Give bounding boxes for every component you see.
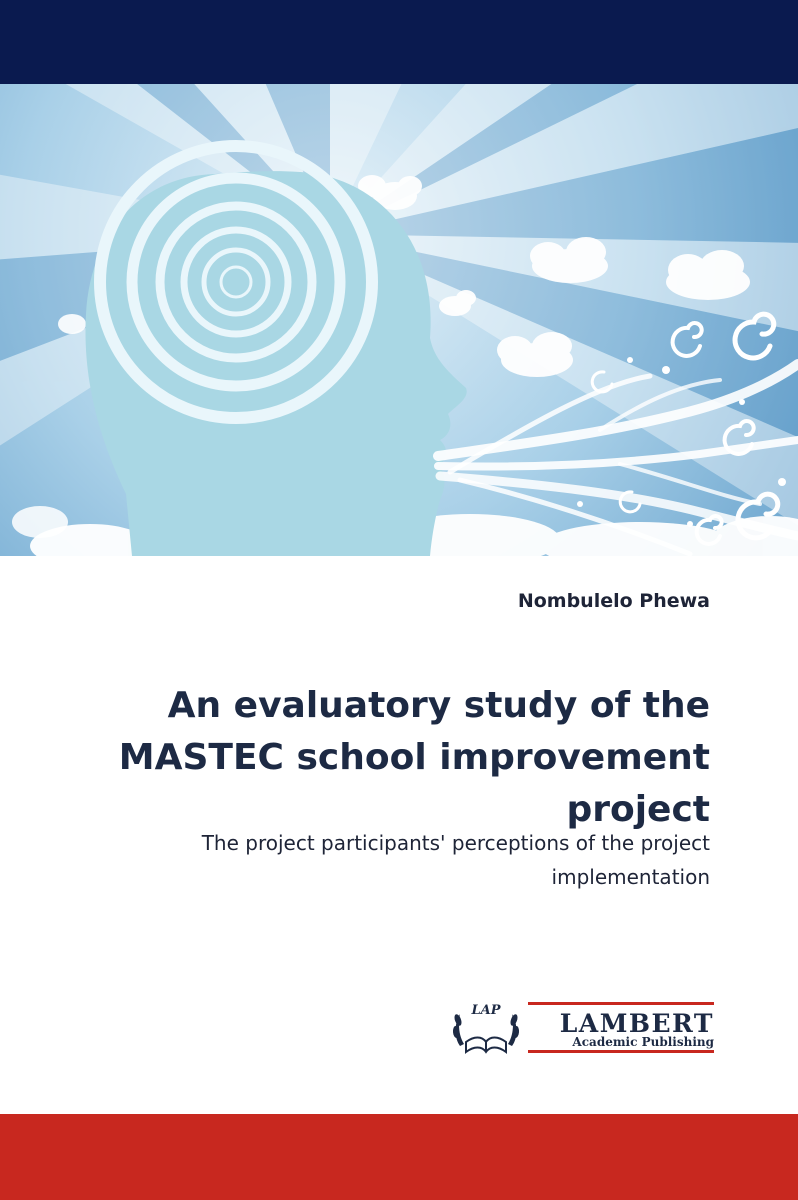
book-title: An evaluatory study of the MASTEC school improvement project [118,685,710,830]
top-color-band [0,0,798,84]
rule-bottom [528,1050,714,1053]
open-book-icon [466,1038,506,1053]
publisher-logo [450,998,718,1062]
author-name: Nombulelo Phewa [517,590,710,612]
publisher-name: LAMBERT [559,1009,714,1038]
book-subtitle: The project participants' perceptions of the project implementation [201,831,710,889]
publisher-mark: LAP [471,1003,501,1018]
rule-top [528,1002,714,1005]
cover-illustration [0,84,798,556]
bottom-color-band [0,1114,798,1200]
publisher-tagline: Academic Publishing [572,1035,714,1049]
